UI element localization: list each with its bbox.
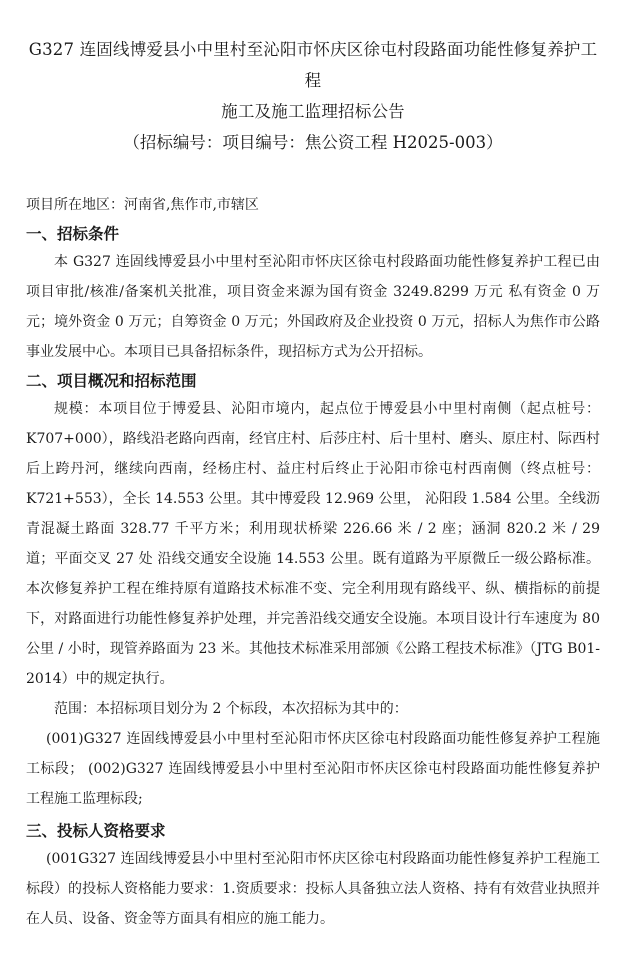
tender-number: （招标编号：项目编号：焦公资工程 H2025-003）: [123, 133, 503, 152]
bidding-conditions-paragraph: 本 G327 连固线博爱县小中里村至沁阳市怀庆区徐屯村段路面功能性修复养护工程已由项目审批/核准/备案机关批准，项目资金来源为国有资金 3249.8299 万元 私有资金 0 万元；境外资金 0 万元；自筹资金 0 万元；外国政府及企业投资 0 万元，招标人为焦作市公路事业发展中心。本项目已具备招标条件，现招标方式为公开招标。: [26, 254, 600, 360]
title-line-1: G327 连固线博爱县小中里村至沁阳市怀庆区徐屯村段路面功能性修复养护工程: [28, 40, 598, 90]
section-heading-project-overview: 二、项目概况和招标范围: [26, 372, 197, 390]
section-heading-bidding-conditions: 一、招标条件: [26, 225, 120, 243]
bidder-qualification-paragraph: (001G327 连固线博爱县小中里村至沁阳市怀庆区徐屯村段路面功能性修复养护工程施工标段）的投标人资格能力要求：1.资质要求：投标人具备独立法人资格、持有有效营业执照并在人员、设备、资金等方面具有相应的施工能力。: [26, 851, 600, 927]
title-line-2: 施工及施工监理招标公告: [221, 102, 405, 121]
project-scope-paragraph: 范围：本招标项目划分为 2 个标段，本次招标为其中的：: [54, 701, 408, 717]
bid-lots-paragraph: (001)G327 连固线博爱县小中里村至沁阳市怀庆区徐屯村段路面功能性修复养护工程施工标段； (002)G327 连固线博爱县小中里村至沁阳市怀庆区徐屯村段路面功能性修复养护工程施工监理标段;: [26, 731, 600, 807]
project-scale-paragraph: 规模：本项目位于博爱县、沁阳市境内，起点位于博爱县小中里村南侧（起点桩号：K707+000），路线沿老路向西南，经官庄村、后莎庄村、后十里村、磨头、原庄村、际西村后上跨丹河，继续向西南，经杨庄村、益庄村后终止于沁阳市徐屯村西南侧（终点桩号：K721+553），全长 14.553 公里。其中博爱段 12.969 公里， 沁阳段 1.584 公里。全线沥青混凝土路面 328.77 千平方米；利用现状桥梁 226.66 米 / 2 座；涵洞 820.2 米 / 29 道；平面交叉 27 处 沿线交通安全设施 14.553 公里。既有道路为平原微丘一级公路标准。本次修复养护工程在维持原有道路技术标准不变、完全利用现有路线平、纵、横指标的前提下，对路面进行功能性修复养护处理，并完善沿线交通安全设施。本项目设计行车速度为 80 公里 / 小时，现管养路面为 23 米。其他技术标准采用部颁《公路工程技术标准》（JTG B01-2014）中的规定执行。: [26, 401, 600, 687]
project-location: 项目所在地区：河南省,焦作市,市辖区: [26, 197, 259, 213]
section-heading-bidder-qualification: 三、投标人资格要求: [26, 822, 166, 840]
